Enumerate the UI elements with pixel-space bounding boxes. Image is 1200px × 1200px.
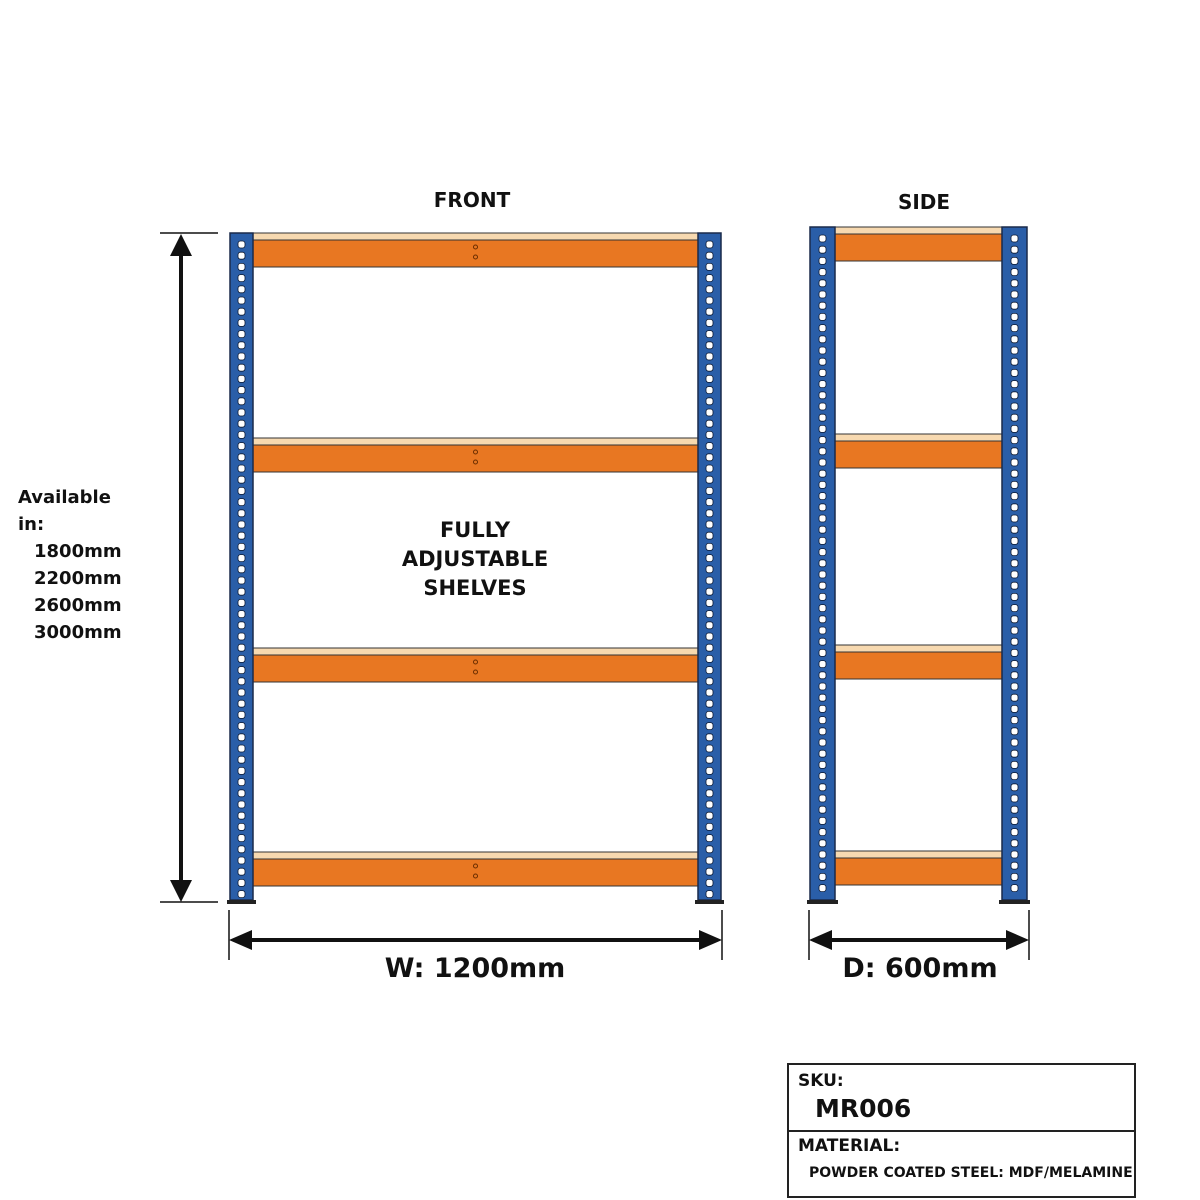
upright-slot [238,655,245,662]
upright-slot [706,387,713,394]
upright-slot [238,756,245,763]
upright-slot [819,694,826,701]
upright-slot [1011,302,1018,309]
upright-slot [706,431,713,438]
upright-slot [238,499,245,506]
upright-slot [706,801,713,808]
side-shelf-2-board [835,434,1002,441]
upright-slot [819,302,826,309]
front-shelf-1-beam [253,240,698,267]
upright-slot [819,425,826,432]
height-option-2200: 2200mm [34,568,122,589]
height-arrow-bottom [170,880,192,902]
upright-slot [706,868,713,875]
upright-slot [819,459,826,466]
upright-slot [819,840,826,847]
upright-slot [1011,392,1018,399]
upright-slot [238,510,245,517]
upright-slot [706,454,713,461]
upright-slot [706,510,713,517]
upright-slot [1011,672,1018,679]
upright-slot [819,369,826,376]
upright-slot [819,851,826,858]
upright-slot [238,857,245,864]
upright-slot [1011,257,1018,264]
upright-slot [819,481,826,488]
upright-slot [706,364,713,371]
sku-label: SKU: [798,1071,844,1091]
upright-slot [706,566,713,573]
upright-slot [706,790,713,797]
upright-slot [1011,851,1018,858]
upright-slot [706,487,713,494]
upright-slot [238,633,245,640]
upright-slot [238,835,245,842]
upright-slot [238,891,245,898]
upright-slot [819,784,826,791]
upright-slot [819,829,826,836]
upright-slot [706,823,713,830]
upright-slot [706,745,713,752]
upright-slot [706,700,713,707]
upright-slot [1011,515,1018,522]
upright-slot [1011,627,1018,634]
upright-slot [706,846,713,853]
upright-slot [238,779,245,786]
side-elevation [807,227,1030,904]
width-arrow-right [699,930,722,950]
upright-slot [1011,694,1018,701]
front-shelf-3 [253,648,698,682]
upright-slot [706,689,713,696]
upright-slot [706,767,713,774]
upright-slot [1011,862,1018,869]
upright-slot [819,560,826,567]
upright-slot [238,275,245,282]
upright-slot [819,739,826,746]
upright-slot [706,275,713,282]
upright-slot [819,493,826,500]
available-heights-heading: Available in: [18,487,111,535]
height-dimension [160,233,218,902]
front-upright-left-foot [227,900,256,904]
upright-slot [819,806,826,813]
upright-slot [819,705,826,712]
upright-slot [819,761,826,768]
side-upright-left [807,227,838,904]
upright-slot [238,521,245,528]
upright-slot [238,678,245,685]
upright-slot [819,616,826,623]
upright-slot [238,532,245,539]
upright-slot [819,571,826,578]
upright-slot [238,297,245,304]
side-shelf-2-beam [835,441,1002,468]
upright-slot [819,448,826,455]
upright-slot [1011,437,1018,444]
upright-slot [1011,336,1018,343]
upright-slot [819,403,826,410]
upright-slot [706,644,713,651]
upright-slot [819,325,826,332]
upright-slot [1011,593,1018,600]
upright-slot [238,566,245,573]
upright-slot [819,504,826,511]
upright-slot [1011,817,1018,824]
upright-slot [238,286,245,293]
upright-slot [706,308,713,315]
upright-slot [1011,761,1018,768]
upright-slot [706,555,713,562]
upright-slot [1011,493,1018,500]
upright-slot [1011,829,1018,836]
upright-slot [238,375,245,382]
upright-slot [706,420,713,427]
upright-slot [706,577,713,584]
upright-slot [706,543,713,550]
upright-slot [819,873,826,880]
upright-slot [238,409,245,416]
side-shelf-3-beam [835,652,1002,679]
height-option-3000: 3000mm [34,622,122,643]
upright-slot [819,313,826,320]
upright-slot [1011,683,1018,690]
upright-slot [706,398,713,405]
upright-slot [706,611,713,618]
upright-slot [706,286,713,293]
side-shelf-4-board [835,851,1002,858]
upright-slot [1011,717,1018,724]
upright-slot [238,241,245,248]
upright-slot [1011,414,1018,421]
upright-slot [819,862,826,869]
upright-slot [238,823,245,830]
upright-slot [1011,750,1018,757]
upright-slot [238,644,245,651]
upright-slot [238,611,245,618]
width-label: W: 1200mm [384,953,566,984]
upright-slot [238,476,245,483]
upright-slot [238,364,245,371]
upright-slot [819,672,826,679]
front-shelf-4 [253,852,698,886]
height-arrow-top [170,234,192,256]
upright-slot [1011,459,1018,466]
upright-slot [819,526,826,533]
upright-slot [1011,616,1018,623]
upright-slot [1011,661,1018,668]
side-shelf-1-beam [835,234,1002,261]
upright-slot [819,817,826,824]
upright-slot [706,263,713,270]
upright-slot [706,835,713,842]
upright-slot [1011,582,1018,589]
side-shelf-4-beam [835,858,1002,885]
upright-slot [1011,291,1018,298]
upright-slot [706,443,713,450]
upright-slot [819,470,826,477]
upright-slot [1011,638,1018,645]
upright-slot [1011,571,1018,578]
upright-slot [706,353,713,360]
upright-slot [819,246,826,253]
upright-slot [238,745,245,752]
upright-slot [1011,739,1018,746]
upright-slot [1011,885,1018,892]
upright-slot [1011,269,1018,276]
upright-slot [706,319,713,326]
upright-slot [238,801,245,808]
height-option-1800: 1800mm [34,541,122,562]
side-upright-left-foot [807,900,838,904]
upright-slot [706,297,713,304]
upright-slot [819,347,826,354]
front-shelf-1 [253,233,698,267]
upright-slot [238,331,245,338]
upright-slot [706,252,713,259]
upright-slot [1011,526,1018,533]
upright-slot [238,342,245,349]
side-upright-right [999,227,1030,904]
upright-slot [706,476,713,483]
upright-slot [706,521,713,528]
depth-arrow-right [1006,930,1029,950]
upright-slot [819,537,826,544]
upright-slot [706,678,713,685]
side-shelf-4 [835,851,1002,885]
upright-slot [238,577,245,584]
upright-slot [238,420,245,427]
depth-label: D: 600mm [842,953,998,984]
upright-slot [706,499,713,506]
upright-slot [238,790,245,797]
side-shelf-2 [835,434,1002,468]
upright-slot [1011,470,1018,477]
upright-slot [706,409,713,416]
upright-slot [819,257,826,264]
upright-slot [238,812,245,819]
upright-slot [1011,280,1018,287]
upright-slot [1011,795,1018,802]
upright-slot [238,431,245,438]
upright-slot [706,734,713,741]
upright-slot [238,487,245,494]
front-shelf-2-board [253,438,698,445]
upright-slot [1011,369,1018,376]
upright-slot [819,593,826,600]
width-arrow-left [229,930,252,950]
upright-slot [819,358,826,365]
upright-slot [819,269,826,276]
upright-slot [819,235,826,242]
upright-slot [1011,425,1018,432]
sku-value: MR006 [815,1094,912,1123]
upright-slot [238,353,245,360]
upright-slot [1011,784,1018,791]
upright-slot [1011,381,1018,388]
upright-slot [706,879,713,886]
info-divider [789,1130,1134,1132]
upright-slot [819,795,826,802]
upright-slot [1011,806,1018,813]
upright-slot [1011,235,1018,242]
upright-slot [238,319,245,326]
upright-slot [1011,403,1018,410]
upright-slot [819,336,826,343]
upright-slot [706,857,713,864]
upright-slot [819,381,826,388]
upright-slot [238,879,245,886]
upright-slot [238,543,245,550]
upright-slot [1011,560,1018,567]
upright-slot [706,588,713,595]
upright-slot [819,728,826,735]
upright-slot [706,622,713,629]
material-value: POWDER COATED STEEL: MDF/MELAMINE [809,1165,1133,1181]
material-label: MATERIAL: [798,1136,901,1156]
upright-slot [238,868,245,875]
upright-slot [1011,358,1018,365]
upright-slot [819,280,826,287]
upright-slot [819,683,826,690]
front-shelf-4-board [253,852,698,859]
upright-slot [819,414,826,421]
upright-slot [1011,504,1018,511]
upright-slot [819,750,826,757]
upright-slot [238,398,245,405]
upright-slot [238,588,245,595]
upright-slot [706,655,713,662]
upright-slot [238,667,245,674]
upright-slot [238,689,245,696]
upright-slot [706,756,713,763]
upright-slot [819,773,826,780]
upright-slot [819,649,826,656]
upright-slot [1011,549,1018,556]
upright-slot [706,633,713,640]
upright-slot [238,454,245,461]
side-shelf-1 [835,227,1002,261]
upright-slot [706,723,713,730]
upright-slot [238,263,245,270]
upright-slot [819,515,826,522]
upright-slot [1011,481,1018,488]
upright-slot [1011,705,1018,712]
upright-slot [1011,246,1018,253]
front-upright-left [227,233,256,904]
upright-slot [819,549,826,556]
front-shelf-3-beam [253,655,698,682]
upright-slot [706,375,713,382]
front-shelf-1-board [253,233,698,240]
upright-slot [819,627,826,634]
upright-slot [706,599,713,606]
adjustable-shelves-note: FULLY ADJUSTABLE SHELVES [401,518,549,600]
upright-slot [1011,873,1018,880]
upright-slot [819,717,826,724]
upright-slot [819,638,826,645]
depth-arrow-left [809,930,832,950]
side-view-title: SIDE [897,190,951,214]
upright-slot [1011,313,1018,320]
upright-slot [819,291,826,298]
upright-slot [238,555,245,562]
upright-slot [238,734,245,741]
upright-slot [819,885,826,892]
side-upright-right-foot [999,900,1030,904]
upright-slot [706,331,713,338]
upright-slot [1011,840,1018,847]
upright-slot [1011,773,1018,780]
upright-slot [706,667,713,674]
upright-slot [819,582,826,589]
upright-slot [819,392,826,399]
front-upright-right-foot [695,900,724,904]
height-option-2600: 2600mm [34,595,122,616]
upright-slot [706,711,713,718]
upright-slot [819,605,826,612]
side-shelf-3 [835,645,1002,679]
upright-slot [238,622,245,629]
upright-slot [238,767,245,774]
upright-slot [706,241,713,248]
upright-slot [1011,448,1018,455]
upright-slot [238,252,245,259]
upright-slot [1011,537,1018,544]
upright-slot [238,387,245,394]
upright-slot [238,599,245,606]
upright-slot [1011,649,1018,656]
upright-slot [238,711,245,718]
upright-slot [706,342,713,349]
upright-slot [1011,605,1018,612]
upright-slot [238,700,245,707]
front-shelf-2 [253,438,698,472]
upright-slot [1011,347,1018,354]
upright-slot [706,532,713,539]
upright-slot [1011,728,1018,735]
upright-slot [238,308,245,315]
front-shelf-2-beam [253,445,698,472]
upright-slot [706,465,713,472]
product-info-box [787,1063,1136,1198]
upright-slot [819,437,826,444]
upright-slot [706,891,713,898]
front-shelf-3-board [253,648,698,655]
upright-slot [1011,325,1018,332]
front-view-title: FRONT [433,188,511,212]
side-shelf-3-board [835,645,1002,652]
front-upright-right [695,233,724,904]
upright-slot [238,465,245,472]
upright-slot [819,661,826,668]
front-shelf-4-beam [253,859,698,886]
upright-slot [238,846,245,853]
upright-slot [706,779,713,786]
upright-slot [238,443,245,450]
side-shelf-1-board [835,227,1002,234]
upright-slot [706,812,713,819]
upright-slot [238,723,245,730]
